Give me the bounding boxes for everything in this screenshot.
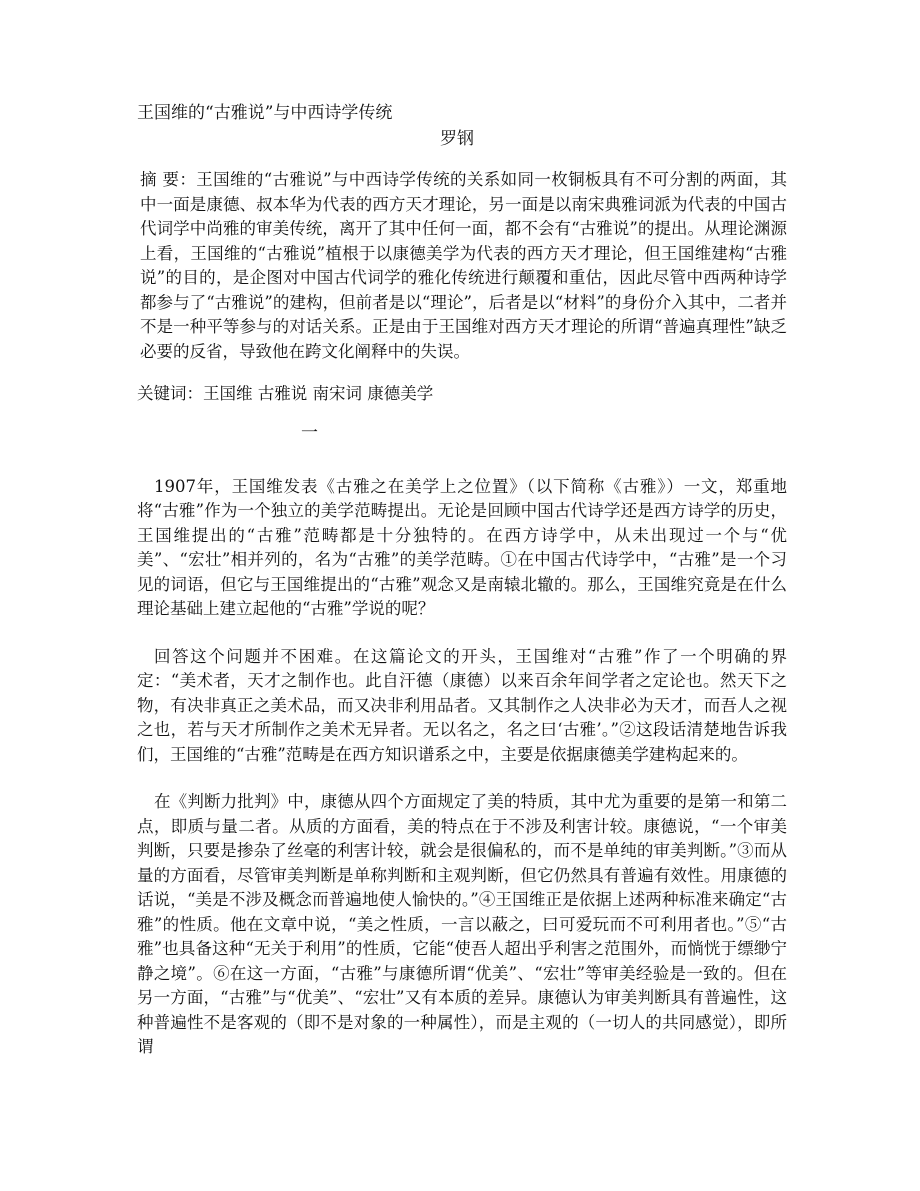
keywords-line: 关键词：王国维 古雅说 南宋词 康德美学 [137, 384, 434, 403]
abstract-paragraph: 摘 要：王国维的“古雅说”与中西诗学传统的关系如同一枚铜板具有不可分割的两面，其中一面是康德、叔本华为代表的西方天才理论，另一面是以南宋典雅词派为代表的中国古代词学中尚雅的审美传统，离开了其中任何一面，都不会有“古雅说”的提出。从理论渊源上看，王国维的“古雅说”植根于以康德美学为代表的西方天才理论，但王国维建构“古雅说”的目的，是企图对中国古代词学的雅化传统进行颠覆和重估，因此尽管中西两种诗学都参与了“古雅说”的建构，但前者是以“理论”，后者是以“材料”的身份介入其中，二者并不是一种平等参与的对话关系。正是由于王国维对西方天才理论的所谓“普遍真理性”缺乏必要的反省，导致他在跨文化阐释中的失误。 [140, 170, 787, 361]
document-page [137, 100, 787, 1083]
body-paragraph: 在《判断力批判》中，康德从四个方面规定了美的特质，其中尤为重要的是第一和第二点，即质与量二者。从质的方面看，美的特点在于不涉及利害计较。康德说，“一个审美判断，只要是掺杂了丝毫的利害计较，就会是很偏私的，而不是单纯的审美判断。”③而从量的方面看，尽管审美判断是单称判断和主观判断，但它仍然具有普遍有效性。用康德的话说，“美是不涉及概念而普遍地使人愉快的。”④王国维正是依据上述两种标准来确定“古雅”的性质。他在文章中说，“美之性质，一言以蔽之，曰可爱玩而不可利用者也。”⑤“古雅”也具备这种“无关于利用”的性质，它能“使吾人超出乎利害之范围外，而惝恍于缥缈宁静之境”。⑥在这一方面，“古雅”与康德所谓“优美”、“宏壮”等审美经验是一致的。但在另一方面，“古雅”与“优美”、“宏壮”又有本质的差异。康德认为审美判断具有普遍性，这种普遍性不是客观的（即不是对象的一种属性），而是主观的（一切人的共同感觉），即所谓 [137, 792, 787, 1056]
body-paragraph: 回答这个问题并不困难。在这篇论文的开头，王国维对“古雅”作了一个明确的界定：“美术者，天才之制作也。此自汗德（康德）以来百余年间学者之定论也。然天下之物，有决非真正之美术品，而又决非利用品者。又其制作之人决非必为天才，而吾人之视之也，若与天才所制作之美术无异者。无以名之，名之曰‘古雅’。”②这段话清楚地告诉我们，王国维的“古雅”范畴是在西方知识谱系之中，主要是依据康德美学建构起来的。 [137, 646, 787, 764]
body-paragraph: 1907年，王国维发表《古雅之在美学上之位置》（以下简称《古雅》）一文，郑重地将“古雅”作为一个独立的美学范畴提出。无论是回顾中国古代诗学还是西方诗学的历史，王国维提出的“古雅”范畴都是十分独特的。在西方诗学中，从未出现过一个与“优美”、“宏壮”相并列的，名为“古雅”的美学范畴。①在中国古代诗学中，“古雅”是一个习见的词语，但它与王国维提出的“古雅”观念又是南辕北辙的。那么，王国维究竟是在什么理论基础上建立起他的“古雅”学说的呢？ [137, 476, 787, 618]
article-title: 王国维的“古雅说”与中西诗学传统 [137, 103, 393, 123]
section-number: 一 [301, 422, 318, 443]
author-name: 罗钢 [440, 129, 474, 149]
